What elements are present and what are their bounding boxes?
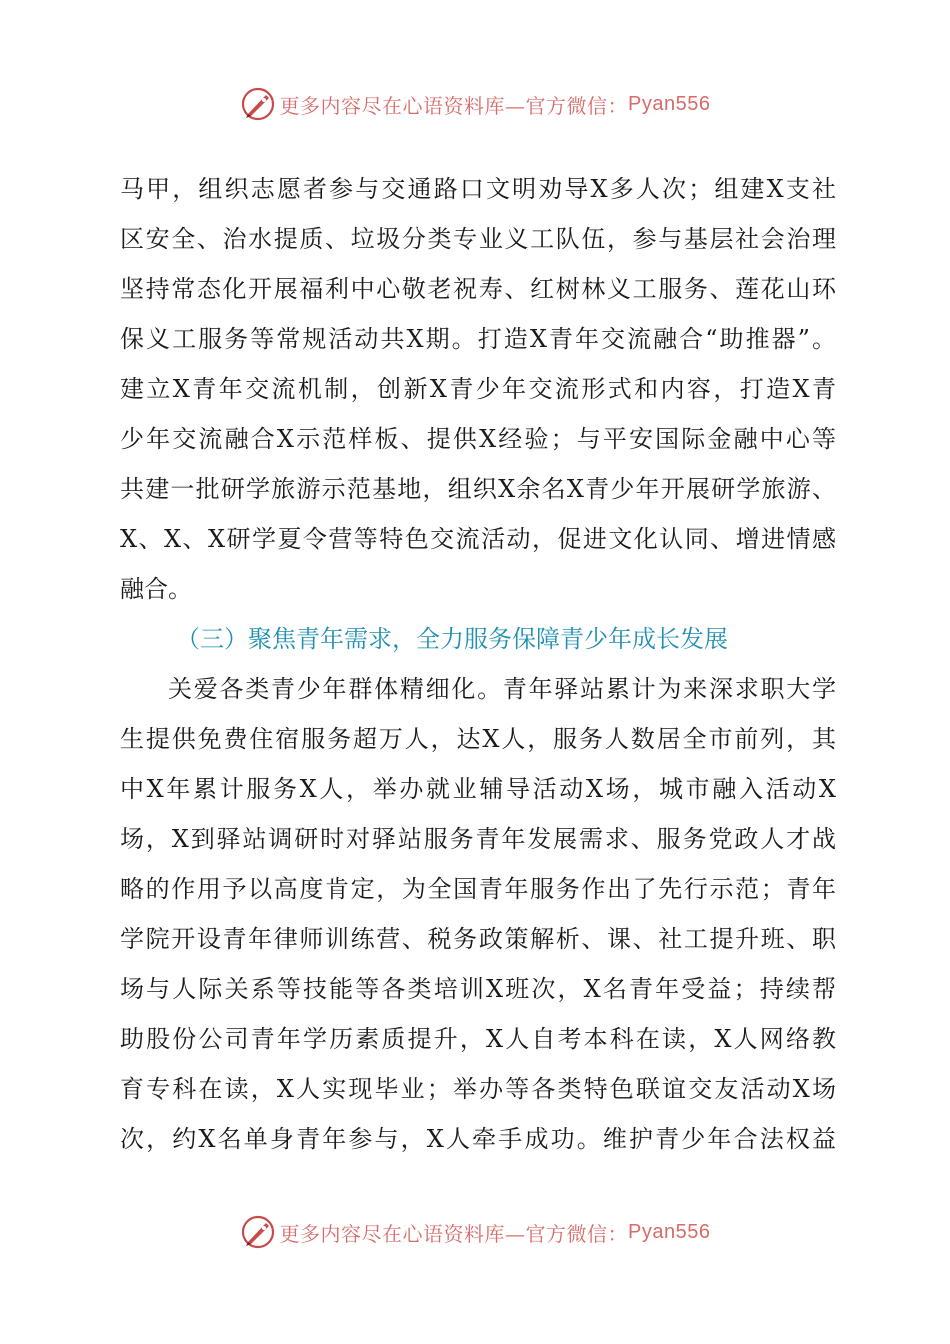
body-line: 保义工服务等常规活动共X期。打造X青年交流融合“助推器”。	[120, 325, 836, 353]
body-line: 学院开设青年律师训练营、税务政策解析、课、社工提升班、职	[120, 925, 836, 953]
pen-logo-icon	[240, 1214, 276, 1250]
body-line: 关爱各类青少年群体精细化。青年驿站累计为来深求职大学	[168, 675, 836, 703]
body-line: 区安全、治水提质、垃圾分类专业义工队伍，参与基层社会治理	[120, 225, 836, 253]
body-line: 建立X青年交流机制，创新X青少年交流形式和内容，打造X青	[120, 375, 836, 403]
body-line: 场与人际关系等技能等各类培训X班次，X名青年受益；持续帮	[120, 975, 836, 1003]
document-body	[120, 164, 836, 1164]
body-line: 场，X到驿站调研时对驿站服务青年发展需求、服务党政人才战	[120, 825, 836, 853]
watermark-wechat-id: Pyan556	[628, 1220, 711, 1243]
body-line: X、X、X研学夏令营等特色交流活动，促进文化认同、增进情感	[120, 525, 836, 553]
watermark-text: 更多内容尽在心语资料库—官方微信：	[279, 1221, 629, 1246]
body-line: 坚持常态化开展福利中心敬老祝寿、红树林义工服务、莲花山环	[120, 275, 836, 303]
watermark-text: 更多内容尽在心语资料库—官方微信：	[279, 93, 629, 118]
body-line: 次，约X名单身青年参与，X人牵手成功。维护青少年合法权益	[120, 1125, 836, 1153]
body-line: 共建一批研学旅游示范基地，组织X余名X青少年开展研学旅游、	[120, 475, 836, 503]
footer-watermark	[0, 1210, 950, 1254]
header-watermark	[0, 82, 950, 126]
body-line: 融合。	[120, 575, 192, 603]
body-line: 中X年累计服务X人，举办就业辅导活动X场，城市融入活动X	[120, 775, 836, 803]
body-line: 马甲，组织志愿者参与交通路口文明劝导X多人次；组建X支社	[120, 175, 836, 203]
section-heading: （三）聚焦青年需求，全力服务保障青少年成长发展	[176, 625, 728, 653]
watermark-wechat-id: Pyan556	[628, 92, 711, 115]
pen-logo-icon	[240, 86, 276, 122]
body-line: 育专科在读，X人实现毕业；举办等各类特色联谊交友活动X场	[120, 1075, 836, 1103]
body-line: 助股份公司青年学历素质提升，X人自考本科在读，X人网络教	[120, 1025, 836, 1053]
body-line: 生提供免费住宿服务超万人，达X人，服务人数居全市前列，其	[120, 725, 836, 753]
body-line: 略的作用予以高度肯定，为全国青年服务作出了先行示范；青年	[120, 875, 836, 903]
body-line: 少年交流融合X示范样板、提供X经验；与平安国际金融中心等	[120, 425, 836, 453]
